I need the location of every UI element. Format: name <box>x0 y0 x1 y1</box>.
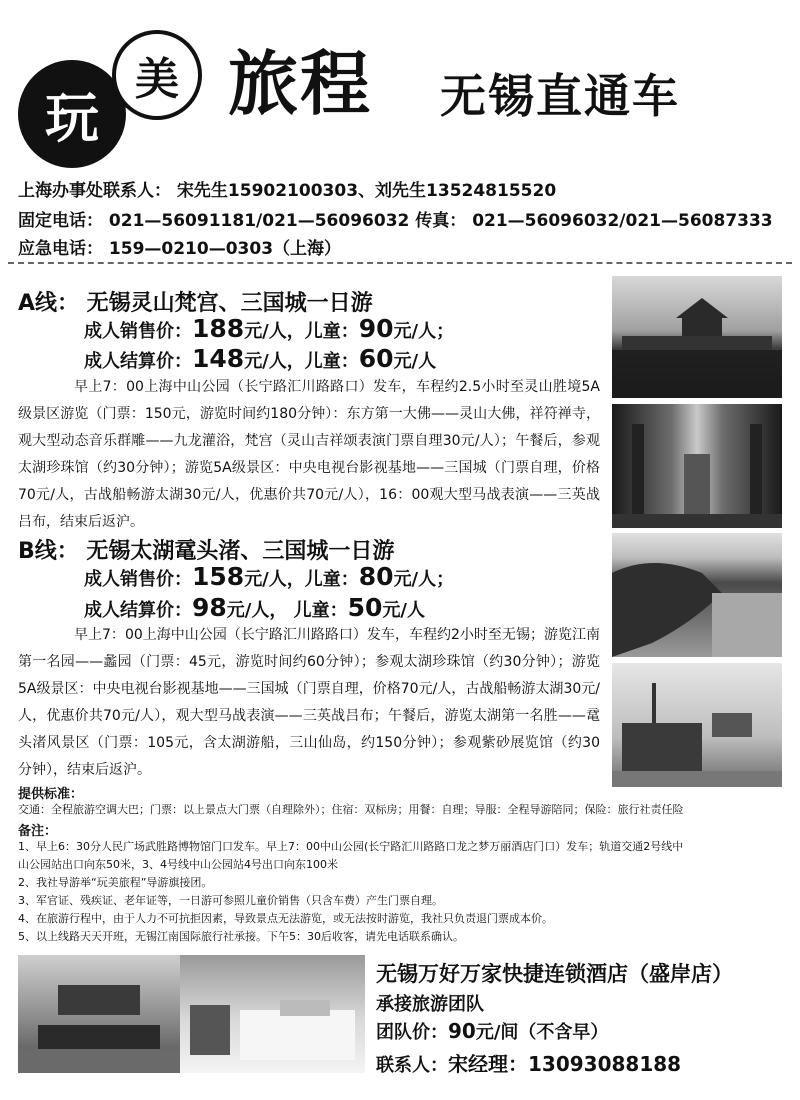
settle-adult-price: 98 <box>192 593 227 622</box>
notes-list <box>18 838 788 946</box>
lobby-silhouette <box>18 955 180 1073</box>
photo-taihu-lake <box>612 533 782 657</box>
settle-end: 元/人 <box>393 351 437 372</box>
photo-battle-ships <box>612 663 782 787</box>
hotel-contact-value: 宋经理：13093088188 <box>448 1052 682 1076</box>
hotel-subtitle: 承接旅游团队 <box>376 994 484 1015</box>
retail-label: 成人销售价： <box>84 321 192 342</box>
hotel-price <box>376 1018 608 1044</box>
retail-child-label: 元/人，儿童： <box>244 321 359 342</box>
settle-child-price: 50 <box>347 593 383 622</box>
hotel-price-unit: 元/间（不含早） <box>475 1022 609 1043</box>
note-item: 2、我社导游举“玩美旅程”导游旗接团。 <box>18 876 213 889</box>
note-item: 4、在旅游行程中，由于人力不可抗拒因素，导致景点无法游览，或无法按时游览，我社只负责退门票成本价。 <box>18 912 553 925</box>
settle-label: 成人结算价： <box>84 600 192 621</box>
logo-circle-wan <box>18 60 126 168</box>
retail-child-price: 80 <box>358 562 394 591</box>
retail-adult-price: 188 <box>192 314 245 343</box>
route-a-description: 早上7：00上海中山公园（长宁路汇川路路口）发车，车程约2.5小时至灵山胜境5A级景区游览（门票：150元，游览时间约180分钟）：东方第一大佛——灵山大佛，祥符禅寺，观大型动态音乐群雕——九龙灌浴，梵宫（灵山吉祥颂表演门票自理30元/人）；午餐后，参观太湖珍珠馆（约30分钟）；游览5A级景区：中央电视台影视基地——三国城（门票自理，价格70元/人，古战船畅游太湖30元/人，优惠价共70元/人），16：00观大型马战表演——三英战吕布，结束后返沪。 <box>18 379 600 530</box>
hotel-name: 无锡万好万家快捷连锁酒店（盛岸店） <box>376 962 733 986</box>
standards-text: 交通：全程旅游空调大巴；门票：以上景点大门票（自理除外）；住宿：双标房；用餐：自理；导服：全程导游陪同；保险：旅行社责任险 <box>18 803 684 816</box>
settle-child-label: 元/人， 儿童： <box>226 600 348 621</box>
retail-adult-price: 158 <box>192 562 245 591</box>
settle-child-label: 元/人，儿童： <box>244 351 359 372</box>
route-a-settle-price <box>84 344 436 373</box>
route-a-title: A线： 无锡灵山梵宫、三国城一日游 <box>18 291 373 316</box>
settle-end: 元/人 <box>382 600 426 621</box>
notes-heading: 备注： <box>18 824 58 839</box>
logo-char-mei: 美 <box>135 54 179 105</box>
logo-circle-mei <box>112 30 202 120</box>
section-divider <box>8 262 792 264</box>
route-b-settle-price <box>84 593 425 622</box>
brand-subtitle: 无锡直通车 <box>440 69 680 123</box>
note-item: 山公园站出口向东50米，3、4号线中山公园站4号出口向东100米 <box>18 858 338 871</box>
lake-silhouette <box>612 533 782 657</box>
brand-title: 旅程 <box>228 42 372 125</box>
contact-shanghai-office: 上海办事处联系人： 宋先生15902100303、刘先生13524815520 <box>18 181 557 201</box>
photo-lingshan-palace <box>612 276 782 398</box>
room-silhouette <box>180 955 365 1073</box>
settle-label: 成人结算价： <box>84 351 192 372</box>
route-a-retail-price <box>84 314 454 343</box>
photo-hotel-lobby <box>18 955 180 1073</box>
palace-silhouette <box>612 276 782 398</box>
note-item: 3、军官证、残疾证、老年证等，一日游可参照儿童价销售（只含车费）产生门票自理。 <box>18 894 443 907</box>
photo-hotel-room <box>180 955 365 1073</box>
settle-adult-price: 148 <box>192 344 245 373</box>
hotel-contact-label: 联系人： <box>376 1055 448 1076</box>
hotel-contact <box>376 1048 681 1077</box>
logo-char-wan: 玩 <box>45 85 99 150</box>
retail-end: 元/人； <box>393 321 455 342</box>
contact-emergency: 应急电话： 159—0210—0303（上海） <box>18 239 342 259</box>
hotel-price-label: 团队价： <box>376 1022 448 1043</box>
route-b-retail-price <box>84 562 454 591</box>
photo-brahma-hall <box>612 404 782 528</box>
contact-phone-fax: 固定电话： 021—56091181/021—56096032 传真： 021—56096032/021—56087333 <box>18 211 773 231</box>
retail-end: 元/人； <box>393 569 455 590</box>
hotel-price-value: 90 <box>448 1019 476 1043</box>
retail-child-price: 90 <box>358 314 394 343</box>
settle-child-price: 60 <box>358 344 394 373</box>
route-b-title: B线： 无锡太湖鼋头渚、三国城一日游 <box>18 539 395 564</box>
route-b-description: 早上7：00上海中山公园（长宁路汇川路路口）发车，车程约2小时至无锡；游览江南第一名园——蠡园（门票：45元，游览时间约60分钟）；参观太湖珍珠馆（约30分钟）；游览5A级景区：中央电视台影视基地——三国城（门票自理，价格70元/人，古战船畅游太湖30元/人，优惠价共70元/人），观大型马战表演——三英战吕布；午餐后，游览太湖第一名胜——鼋头渚风景区（门票：105元，含太湖游船，三山仙岛，约150分钟）；参观紫砂展览馆（约30分钟），结束后返沪。 <box>18 627 600 778</box>
note-item: 1、早上6：30分人民广场武胜路博物馆门口发车。早上7：00中山公园(长宁路汇川路路口龙之梦万丽酒店门口）发车；轨道交通2号线中 <box>18 840 684 853</box>
hall-silhouette <box>612 404 782 528</box>
ships-silhouette <box>612 663 782 787</box>
note-item: 5、以上线路天天开班，无锡江南国际旅行社承接。下午5：30后收客，请先电话联系确认。 <box>18 930 464 943</box>
retail-child-label: 元/人，儿童： <box>244 569 359 590</box>
standards-heading: 提供标准： <box>18 787 84 802</box>
retail-label: 成人销售价： <box>84 569 192 590</box>
